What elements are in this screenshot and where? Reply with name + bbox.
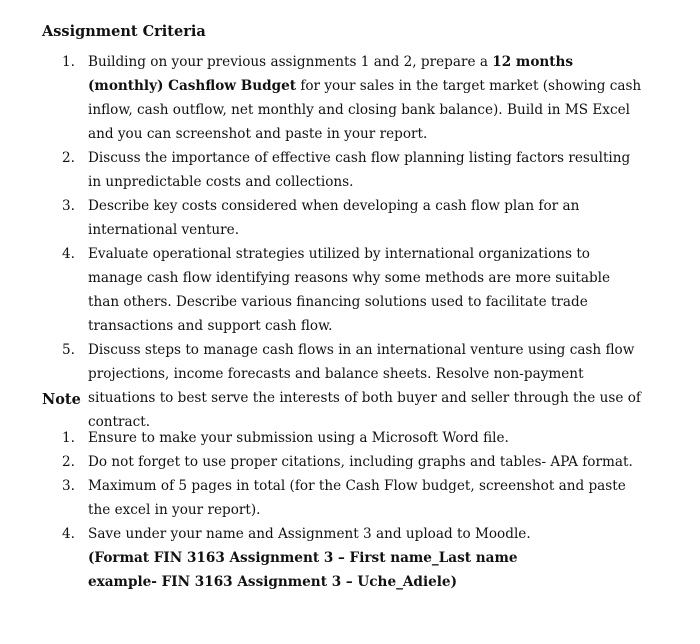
criteria-item-3 bbox=[0, 194, 700, 242]
filename-format-line: (Format FIN 3163 Assignment 3 – First name_Last name bbox=[88, 550, 518, 566]
criteria-item-2 bbox=[0, 146, 700, 194]
criteria-item-number: 1. bbox=[62, 54, 75, 70]
criteria-item-1 bbox=[0, 50, 700, 146]
criteria-item-text-part: Building on your previous assignments 1 and 2, prepare a bbox=[88, 54, 493, 70]
assignment-criteria-heading: Assignment Criteria bbox=[42, 23, 206, 40]
criteria-item-text: Describe key costs considered when developing a cash flow plan for an international venture. bbox=[88, 198, 580, 238]
criteria-item-text: Discuss the importance of effective cash flow planning listing factors resulting in unpredictable costs and collections. bbox=[88, 150, 631, 190]
note-item-text: Ensure to make your submission using a Microsoft Word file. bbox=[88, 430, 509, 446]
note-item-4 bbox=[0, 522, 700, 594]
criteria-item-text: Evaluate operational strategies utilized by international organizations to manage cash flow identifying reasons why some methods are more suitable than others. Describe various financing solutions used to facilitate trade transactions and support cash flow. bbox=[88, 246, 611, 334]
note-heading: Note bbox=[42, 391, 81, 408]
criteria-list bbox=[0, 50, 700, 434]
note-item-text: Do not forget to use proper citations, including graphs and tables- APA format. bbox=[88, 454, 633, 470]
note-item-number: 1. bbox=[62, 430, 75, 446]
criteria-item-number: 5. bbox=[62, 342, 75, 358]
criteria-item-text bbox=[88, 50, 642, 146]
note-item-number: 2. bbox=[62, 454, 75, 470]
note-item-text: Save under your name and Assignment 3 and upload to Moodle. bbox=[88, 526, 531, 542]
note-item-3 bbox=[0, 474, 700, 522]
note-item-1 bbox=[0, 426, 700, 450]
criteria-item-number: 3. bbox=[62, 198, 75, 214]
criteria-item-number: 4. bbox=[62, 246, 75, 262]
note-item-number: 4. bbox=[62, 526, 75, 542]
cashflow-budget-emphasis: 12 months (monthly) Cashflow Budget bbox=[88, 54, 574, 94]
criteria-item-text-part: for your sales in the target market (showing cash inflow, cash outflow, net monthly and closing bank balance). Build in MS Excel and you can screenshot and paste in your report. bbox=[88, 78, 642, 142]
note-item-number: 3. bbox=[62, 478, 75, 494]
note-item-2 bbox=[0, 450, 700, 474]
note-item-text: Maximum of 5 pages in total (for the Cash Flow budget, screenshot and paste the excel in your report). bbox=[88, 478, 626, 518]
notes-list bbox=[0, 426, 700, 594]
criteria-item-4 bbox=[0, 242, 700, 338]
criteria-item-number: 2. bbox=[62, 150, 75, 166]
filename-example-line: example- FIN 3163 Assignment 3 – Uche_Adiele) bbox=[88, 574, 457, 590]
criteria-item-text: Discuss steps to manage cash flows in an international venture using cash flow projections, income forecasts and balance sheets. Resolve non-payment situations to best serve the interests of both buyer and seller through the use of contract. bbox=[88, 342, 641, 430]
criteria-item-5 bbox=[0, 338, 700, 434]
